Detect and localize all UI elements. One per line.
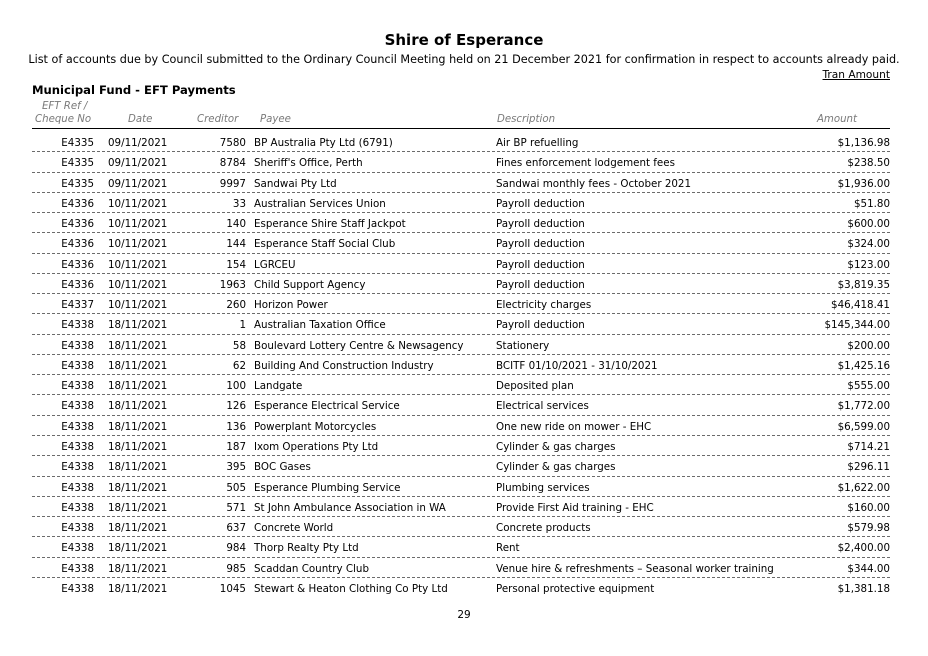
column-header-ref-line2: Cheque No <box>35 114 92 125</box>
row-amount: $238.50 <box>847 157 890 170</box>
row-payee: BOC Gases <box>254 461 311 474</box>
row-ref: E4338 <box>61 481 94 494</box>
row-creditor: 637 <box>226 522 246 535</box>
row-ref: E4335 <box>61 137 94 149</box>
row-payee: Sandwai Pty Ltd <box>254 177 337 190</box>
row-creditor: 62 <box>232 359 246 372</box>
row-creditor: 1963 <box>219 278 246 291</box>
row-date: 18/11/2021 <box>108 420 168 433</box>
row-amount: $555.00 <box>847 380 890 393</box>
row-creditor: 571 <box>226 501 246 514</box>
table-row <box>32 416 890 436</box>
row-description: Payroll deduction <box>496 278 585 291</box>
table-row <box>32 578 890 598</box>
row-creditor: 140 <box>226 218 246 231</box>
row-amount: $1,772.00 <box>837 400 890 413</box>
table-row <box>32 213 890 233</box>
row-description: Concrete products <box>496 522 591 535</box>
row-ref: E4338 <box>61 440 94 453</box>
row-description: Provide First Aid training - EHC <box>496 501 654 514</box>
row-payee: Thorp Realty Pty Ltd <box>254 542 359 555</box>
row-payee: Scaddan Country Club <box>254 562 369 575</box>
row-date: 18/11/2021 <box>108 522 168 535</box>
row-description: Cylinder & gas charges <box>496 461 616 474</box>
document-title: Shire of Esperance <box>384 31 544 49</box>
row-creditor: 33 <box>232 197 246 210</box>
row-creditor: 395 <box>226 461 246 474</box>
row-creditor: 984 <box>226 542 246 555</box>
row-ref: E4338 <box>61 522 94 535</box>
row-ref: E4338 <box>61 420 94 433</box>
column-header-date: Date <box>128 114 153 125</box>
row-payee: Esperance Staff Social Club <box>254 238 396 251</box>
row-amount: $296.11 <box>847 461 890 474</box>
row-creditor: 7580 <box>219 137 246 149</box>
row-creditor: 505 <box>226 481 246 494</box>
page-number: 29 <box>457 609 471 621</box>
row-amount: $1,936.00 <box>837 177 890 190</box>
column-header-amount: Amount <box>816 114 857 125</box>
column-header-creditor: Creditor <box>197 114 239 125</box>
row-date: 18/11/2021 <box>108 339 168 352</box>
row-ref: E4338 <box>61 339 94 352</box>
row-payee: Concrete World <box>254 522 334 535</box>
table-row <box>32 375 890 395</box>
row-creditor: 154 <box>226 258 246 271</box>
row-amount: $145,344.00 <box>824 319 890 332</box>
row-ref: E4337 <box>61 299 94 312</box>
row-payee: Stewart & Heaton Clothing Co Pty Ltd <box>254 582 448 595</box>
row-amount: $714.21 <box>847 440 890 453</box>
row-date: 18/11/2021 <box>108 319 168 332</box>
row-date: 18/11/2021 <box>108 461 168 474</box>
row-payee: Esperance Shire Staff Jackpot <box>254 218 406 231</box>
row-amount: $1,425.16 <box>837 359 890 372</box>
row-creditor: 187 <box>226 440 246 453</box>
row-date: 18/11/2021 <box>108 359 168 372</box>
row-date: 18/11/2021 <box>108 380 168 393</box>
payments-table <box>32 132 890 598</box>
row-date: 18/11/2021 <box>108 400 168 413</box>
row-amount: $1,622.00 <box>837 481 890 494</box>
table-row <box>32 193 890 213</box>
row-creditor: 985 <box>226 562 246 575</box>
table-row <box>32 355 890 375</box>
table-row <box>32 558 890 578</box>
row-payee: Boulevard Lottery Centre & Newsagency <box>254 339 464 352</box>
row-date: 10/11/2021 <box>108 238 168 251</box>
row-date: 18/11/2021 <box>108 501 168 514</box>
row-description: Payroll deduction <box>496 319 585 332</box>
row-description: Venue hire & refreshments – Seasonal worker training <box>496 562 774 575</box>
table-row <box>32 294 890 314</box>
row-date: 10/11/2021 <box>108 258 168 271</box>
row-amount: $579.98 <box>847 522 890 535</box>
row-creditor: 1045 <box>219 582 246 595</box>
row-ref: E4338 <box>61 501 94 514</box>
row-amount: $600.00 <box>847 218 890 231</box>
row-ref: E4338 <box>61 542 94 555</box>
document-subtitle: List of accounts due by Council submitted to the Ordinary Council Meeting held on 21 December 2021 for confirmation in respect to accounts already paid. <box>28 53 900 66</box>
row-description: One new ride on mower - EHC <box>496 420 652 433</box>
table-row <box>32 173 890 193</box>
row-payee: St John Ambulance Association in WA <box>254 501 446 514</box>
row-date: 18/11/2021 <box>108 582 168 595</box>
table-row <box>32 335 890 355</box>
row-ref: E4335 <box>61 157 94 170</box>
table-row <box>32 456 890 476</box>
row-creditor: 1 <box>239 319 246 332</box>
row-description: Electricity charges <box>496 299 592 312</box>
column-header-description: Description <box>497 114 556 125</box>
table-row <box>32 152 890 172</box>
row-date: 09/11/2021 <box>108 177 168 190</box>
row-creditor: 126 <box>226 400 246 413</box>
header-rule <box>32 128 890 129</box>
row-amount: $46,418.41 <box>831 299 890 312</box>
row-description: BCITF 01/10/2021 - 31/10/2021 <box>496 359 658 372</box>
row-ref: E4338 <box>61 380 94 393</box>
row-date: 18/11/2021 <box>108 542 168 555</box>
table-row <box>32 254 890 274</box>
row-description: Payroll deduction <box>496 238 585 251</box>
row-amount: $1,381.18 <box>837 582 890 595</box>
row-ref: E4336 <box>61 238 94 251</box>
row-payee: BP Australia Pty Ltd (6791) <box>254 137 393 149</box>
row-payee: Ixom Operations Pty Ltd <box>254 440 379 453</box>
table-row <box>32 274 890 294</box>
table-row <box>32 436 890 456</box>
fund-title: Municipal Fund - EFT Payments <box>32 83 236 97</box>
row-creditor: 58 <box>232 339 246 352</box>
row-amount: $200.00 <box>847 339 890 352</box>
row-ref: E4338 <box>61 461 94 474</box>
row-description: Cylinder & gas charges <box>496 440 616 453</box>
row-ref: E4338 <box>61 582 94 595</box>
table-row <box>32 477 890 497</box>
row-ref: E4336 <box>61 218 94 231</box>
row-date: 18/11/2021 <box>108 440 168 453</box>
row-ref: E4335 <box>61 177 94 190</box>
row-payee: Esperance Plumbing Service <box>254 481 401 494</box>
row-date: 18/11/2021 <box>108 562 168 575</box>
row-amount: $344.00 <box>847 562 890 575</box>
row-description: Electrical services <box>496 400 589 413</box>
tran-amount-label: Tran Amount <box>822 69 890 81</box>
row-payee: Australian Services Union <box>254 197 386 210</box>
row-creditor: 8784 <box>219 157 246 170</box>
row-description: Sandwai monthly fees - October 2021 <box>496 177 692 190</box>
row-creditor: 260 <box>226 299 246 312</box>
row-amount: $2,400.00 <box>837 542 890 555</box>
row-creditor: 136 <box>226 420 246 433</box>
row-description: Payroll deduction <box>496 197 585 210</box>
row-creditor: 100 <box>226 380 246 393</box>
row-description: Stationery <box>496 339 550 352</box>
row-date: 10/11/2021 <box>108 218 168 231</box>
row-description: Personal protective equipment <box>496 582 655 595</box>
row-payee: Esperance Electrical Service <box>254 400 400 413</box>
row-ref: E4336 <box>61 258 94 271</box>
table-row <box>32 132 890 152</box>
column-header-payee: Payee <box>260 114 291 125</box>
table-row <box>32 395 890 415</box>
row-date: 10/11/2021 <box>108 197 168 210</box>
row-date: 10/11/2021 <box>108 278 168 291</box>
row-amount: $160.00 <box>847 501 890 514</box>
row-date: 10/11/2021 <box>108 299 168 312</box>
row-description: Deposited plan <box>496 380 574 393</box>
row-description: Payroll deduction <box>496 258 585 271</box>
row-amount: $51.80 <box>853 197 890 210</box>
row-payee: Child Support Agency <box>254 278 366 291</box>
row-amount: $6,599.00 <box>837 420 890 433</box>
row-payee: Sheriff's Office, Perth <box>254 157 363 170</box>
row-payee: Horizon Power <box>254 299 328 312</box>
row-description: Plumbing services <box>496 481 590 494</box>
row-description: Rent <box>496 542 520 555</box>
row-payee: Building And Construction Industry <box>254 359 434 372</box>
row-ref: E4338 <box>61 319 94 332</box>
table-row <box>32 314 890 334</box>
table-row <box>32 497 890 517</box>
row-creditor: 9997 <box>219 177 246 190</box>
row-creditor: 144 <box>226 238 246 251</box>
table-row <box>32 233 890 253</box>
row-description: Payroll deduction <box>496 218 585 231</box>
row-payee: Landgate <box>254 380 303 393</box>
row-ref: E4338 <box>61 562 94 575</box>
table-row <box>32 517 890 537</box>
row-description: Fines enforcement lodgement fees <box>496 157 675 170</box>
column-header-ref-line1: EFT Ref / <box>42 101 88 112</box>
row-amount: $123.00 <box>847 258 890 271</box>
row-amount: $324.00 <box>847 238 890 251</box>
row-date: 18/11/2021 <box>108 481 168 494</box>
row-ref: E4336 <box>61 278 94 291</box>
row-amount: $3,819.35 <box>837 278 890 291</box>
row-payee: Powerplant Motorcycles <box>254 420 377 433</box>
row-ref: E4338 <box>61 359 94 372</box>
row-payee: Australian Taxation Office <box>254 319 386 332</box>
table-row <box>32 537 890 557</box>
row-amount: $1,136.98 <box>837 137 890 149</box>
row-payee: LGRCEU <box>254 258 296 271</box>
row-ref: E4336 <box>61 197 94 210</box>
row-ref: E4338 <box>61 400 94 413</box>
row-description: Air BP refuelling <box>496 137 579 149</box>
row-date: 09/11/2021 <box>108 157 168 170</box>
row-date: 09/11/2021 <box>108 137 168 149</box>
